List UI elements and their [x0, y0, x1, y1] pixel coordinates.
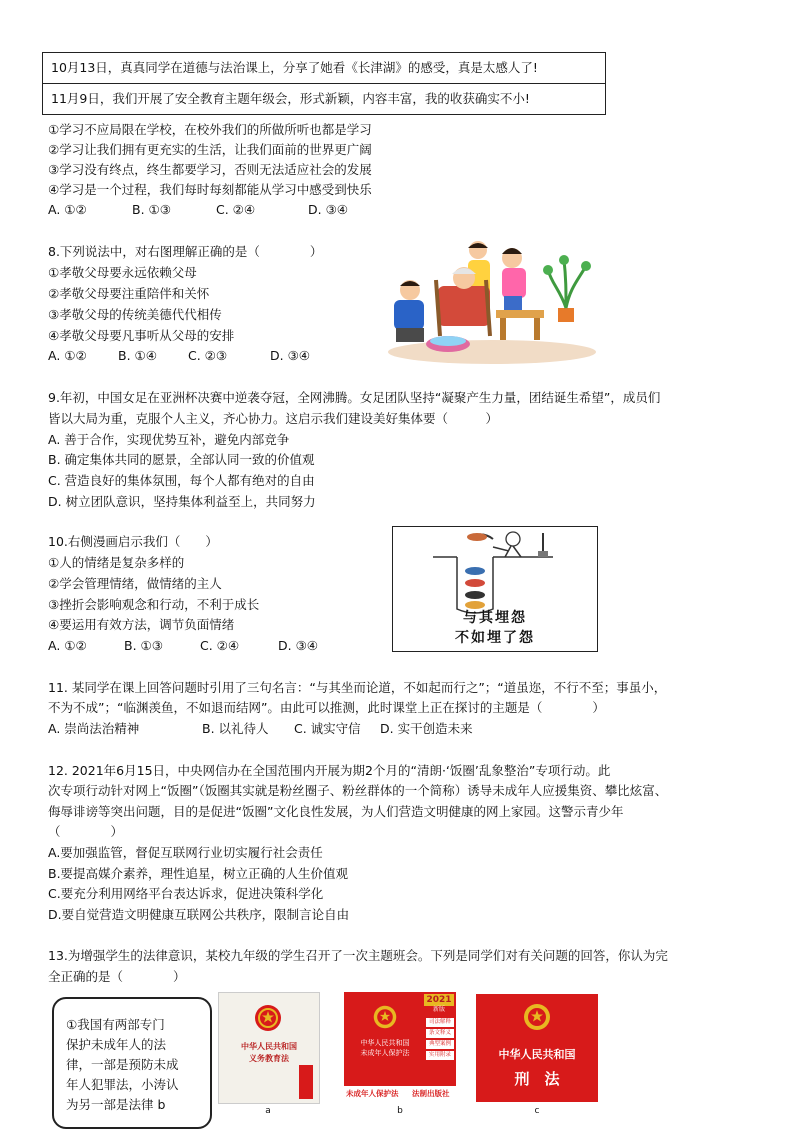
- q11-option[interactable]: B. 以礼待人: [202, 721, 269, 736]
- q8-stem: 8.下列说法中，对右图理解正确的是（ ）: [48, 244, 323, 259]
- info-table: [42, 52, 606, 115]
- q10-option[interactable]: B. ①③: [124, 638, 163, 653]
- q10-statement: ③挫折会影响观念和行动，不利于成长: [48, 597, 260, 612]
- bubble-line: 律，一部是预防未成: [66, 1057, 179, 1072]
- national-emblem-icon: [522, 1002, 552, 1032]
- q9-stem-line: 皆以大局为重，克服个人主义，齐心协力。这启示我们建设美好集体要（ ）: [48, 411, 499, 426]
- book-c-cover: [476, 994, 598, 1102]
- q8-option[interactable]: B. ①④: [118, 348, 157, 363]
- q12-option[interactable]: A.要加强监管，督促互联网行业切实履行社会责任: [48, 845, 323, 860]
- book-c-label: c: [534, 1106, 540, 1116]
- national-emblem-icon: [253, 1003, 283, 1033]
- q7-statement: ②学习让我们拥有更充实的生活，让我们面前的世界更广阔: [48, 142, 372, 157]
- book-b-tag: 实用附录: [426, 1051, 454, 1060]
- q12-stem-line: （ ）: [48, 824, 124, 839]
- q10-option[interactable]: C. ②④: [200, 638, 240, 653]
- q12-option[interactable]: D.要自觉营造文明健康互联网公共秩序，限制言论自由: [48, 907, 350, 922]
- info-table-row: 11月9日，我们开展了安全教育主题年级会，形式新颖，内容丰富，我的收获确实不小!: [43, 83, 605, 114]
- book-b-badge-sub: 新版: [432, 1006, 445, 1013]
- q12-stem-line: 12. 2021年6月15日，中央网信办在全国范围内开展为期2个月的“清朗·‘饭圈’乱象整治”专项行动。此: [48, 763, 611, 778]
- q7-option[interactable]: C. ②④: [216, 202, 256, 217]
- book-b-footer-left: 未成年人保护法: [346, 1089, 399, 1098]
- book-c-title: 中华人民共和国: [498, 1048, 576, 1061]
- q10-stem: 10.右侧漫画启示我们（ ）: [48, 534, 218, 549]
- q11-option[interactable]: D. 实干创造未来: [380, 721, 473, 736]
- book-a-ribbon: [299, 1065, 313, 1099]
- q13-stem-line: 全正确的是（ ）: [48, 969, 186, 984]
- q12-stem-line: 次专项行动针对网上“饭圈”（饭圈其实就是粉丝圈子、粉丝群体的一个简称）诱导未成年人应援集资、攀比炫富、: [48, 783, 668, 798]
- bubble-line: 保护未成年人的法: [66, 1037, 167, 1052]
- q8-option[interactable]: A. ①②: [48, 348, 87, 363]
- q10-option[interactable]: A. ①②: [48, 638, 87, 653]
- q9-option[interactable]: D. 树立团队意识，坚持集体利益至上，共同努力: [48, 494, 316, 509]
- book-a-title: 义务教育法: [249, 1054, 289, 1063]
- book-b-tag: 典型案例: [426, 1040, 454, 1049]
- q13-stem-line: 13.为增强学生的法律意识，某校九年级的学生召开了一次主题班会。下列是同学们对有关问题的回答，你认为完: [48, 948, 668, 963]
- bubble-line: 为另一部是法律 b: [66, 1097, 166, 1112]
- speech-bubble: [52, 997, 212, 1129]
- book-b-tag: 司法解释: [426, 1018, 454, 1027]
- q10-statement: ②学会管理情绪，做情绪的主人: [48, 576, 222, 591]
- q12-option[interactable]: C.要充分利用网络平台表达诉求，促进决策科学化: [48, 886, 324, 901]
- book-a-cover: [218, 992, 320, 1104]
- q10-statement: ①人的情绪是复杂多样的: [48, 555, 185, 570]
- q11-options: [48, 720, 473, 737]
- book-a-title: 中华人民共和国: [241, 1042, 297, 1051]
- q8-statement: ③孝敬父母的传统美德代代相传: [48, 307, 222, 322]
- q11-option[interactable]: A. 崇尚法治精神: [48, 721, 140, 736]
- book-c-title: 刑 法: [514, 1070, 560, 1088]
- cartoon-drawing: [393, 527, 597, 615]
- q8-options: [48, 347, 310, 364]
- book-b-badge: 2021: [424, 994, 454, 1006]
- q11-stem-line: 11. 某同学在课上回答问题时引用了三句名言：“与其坐而论道，不如起而行之”；“道虽迩，不行不至；事虽小，: [48, 680, 667, 695]
- emotion-cartoon: [392, 526, 598, 652]
- book-b-title: 中华人民共和国: [360, 1039, 410, 1047]
- q8-statement: ①孝敬父母要永远依赖父母: [48, 265, 197, 280]
- book-a-label: a: [265, 1106, 271, 1116]
- q10-statement: ④要运用有效方法，调节负面情绪: [48, 617, 235, 632]
- q11-option[interactable]: C. 诚实守信: [294, 721, 361, 736]
- q9-stem-line: 9.年初，中国女足在亚洲杯决赛中逆袭夺冠，全网沸腾。女足团队坚持“凝聚产生力量，团结诞生希望”，成员们: [48, 390, 661, 405]
- q7-option[interactable]: A. ①②: [48, 202, 87, 217]
- q11-stem-line: 不为不成”；“临渊羡鱼，不如退而结网”。由此可以推测，此时课堂上正在探讨的主题是（ ）: [48, 700, 605, 715]
- book-b-title: 未成年人保护法: [360, 1049, 410, 1057]
- q7-option[interactable]: B. ①③: [132, 202, 171, 217]
- book-b-footer-right: 法制出版社: [412, 1089, 450, 1098]
- q9-option[interactable]: C. 营造良好的集体氛围，每个人都有绝对的自由: [48, 473, 315, 488]
- q10-option[interactable]: D. ③④: [278, 638, 318, 653]
- cartoon-caption: 与其埋怨: [463, 610, 527, 626]
- national-emblem-icon: [372, 1004, 398, 1030]
- q8-statement: ④孝敬父母要凡事听从父母的安排: [48, 328, 235, 343]
- q9-option[interactable]: B. 确定集体共同的愿景，全部认同一致的价值观: [48, 452, 315, 467]
- q7-statement: ③学习没有终点，终生都要学习，否则无法适应社会的发展: [48, 162, 372, 177]
- book-b-label: b: [397, 1106, 403, 1116]
- bubble-line: 年人犯罪法，小涛认: [66, 1077, 179, 1092]
- q9-option[interactable]: A. 善于合作，实现优势互补，避免内部竞争: [48, 432, 290, 447]
- cartoon-caption: 不如埋了怨: [455, 630, 535, 646]
- q12-stem-line: 侮辱诽谤等突出问题，目的是促进“饭圈”文化良性发展，为人们营造文明健康的网上家园。这警示青少年: [48, 804, 624, 819]
- book-b-footer: [344, 1086, 456, 1102]
- q7-statement: ④学习是一个过程，我们每时每刻都能从学习中感受到快乐: [48, 182, 372, 197]
- q7-option[interactable]: D. ③④: [308, 202, 348, 217]
- q12-option[interactable]: B.要提高媒介素养，理性追星，树立正确的人生价值观: [48, 866, 349, 881]
- q8-option[interactable]: C. ②③: [188, 348, 228, 363]
- info-table-row: 10月13日，真真同学在道德与法治课上，分享了她看《长津湖》的感受，真是太感人了!: [51, 60, 538, 75]
- q7-options: [48, 201, 348, 218]
- bubble-line: ①我国有两部专门: [66, 1017, 165, 1032]
- q8-option[interactable]: D. ③④: [270, 348, 310, 363]
- book-b-cover: [344, 992, 456, 1102]
- q7-statement: ①学习不应局限在学校，在校外我们的所做所听也都是学习: [48, 122, 372, 137]
- q10-options: [48, 637, 318, 654]
- q8-statement: ②孝敬父母要注重陪伴和关怀: [48, 286, 210, 301]
- family-care-illustration: [380, 240, 604, 366]
- book-b-tag: 条文释义: [426, 1029, 454, 1038]
